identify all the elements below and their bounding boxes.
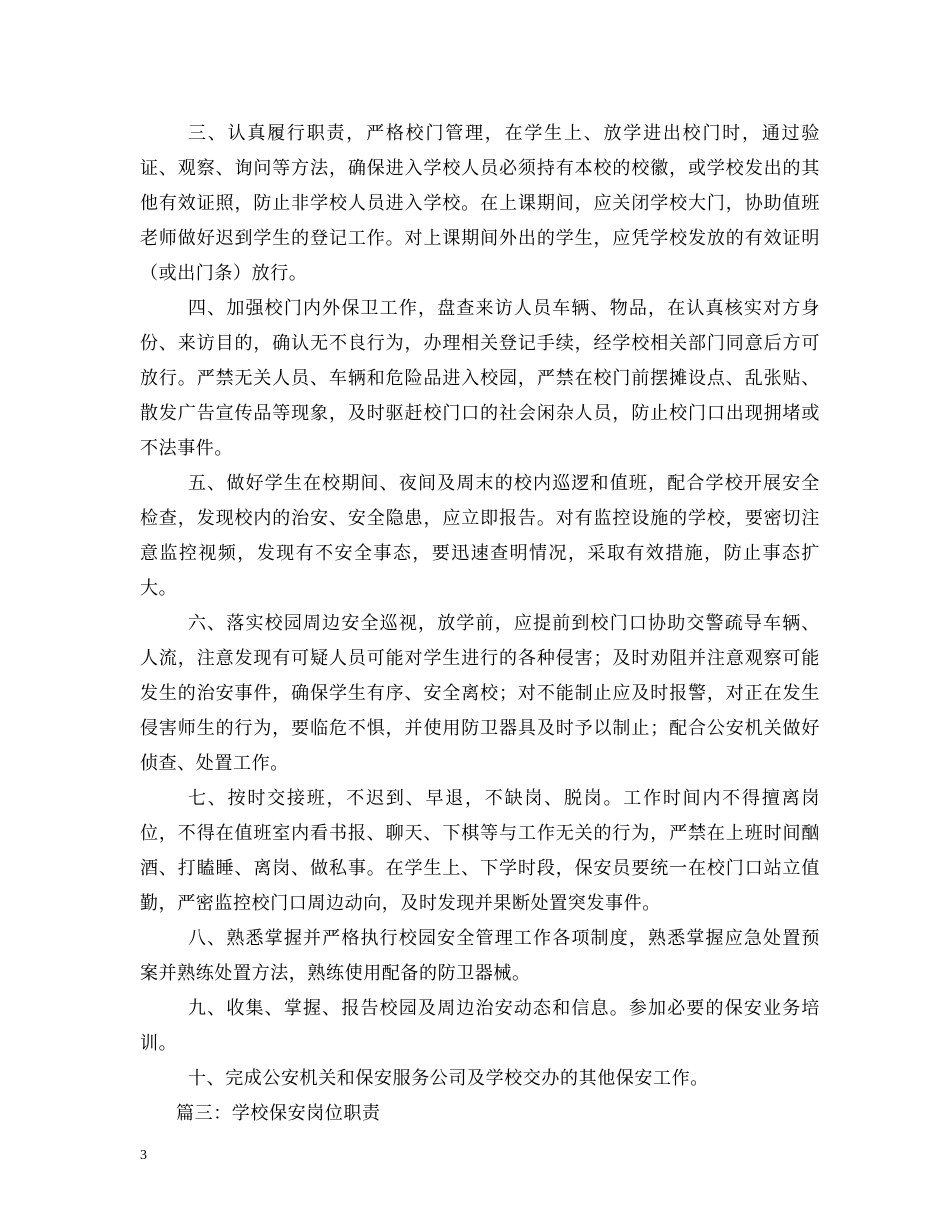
document-body xyxy=(140,116,820,1131)
paragraph-three: 三、认真履行职责，严格校门管理，在学生上、放学进出校门时，通过验证、观察、询问等方法，确保进入学校人员必须持有本校的校徽，或学校发出的其他有效证照，防止非学校人员进入学校。在上课期间，应关闭学校大门，协助值班老师做好迟到学生的登记工作。对上课期间外出的学生，应凭学校发放的有效证明（或出门条）放行。 xyxy=(140,123,820,284)
paragraph-ten: 十、完成公安机关和保安服务公司及学校交办的其他保安工作。 xyxy=(188,1068,709,1089)
paragraph-six: 六、落实校园周边安全巡视，放学前，应提前到校门口协助交警疏导车辆、人流，注意发现有可疑人员可能对学生进行的各种侵害；及时劝阻并注意观察可能发生的治安事件，确保学生有序、安全离校；对不能制止应及时报警，对正在发生侵害师生的行为，要临危不惧，并使用防卫器具及时予以制止；配合公安机关做好侦查、处置工作。 xyxy=(140,613,820,774)
paragraph-four: 四、加强校门内外保卫工作，盘查来访人员车辆、物品，在认真核实对方身份、来访目的，确认无不良行为，办理相关登记手续，经学校相关部门同意后方可放行。严禁无关人员、车辆和危险品进入校园，严禁在校门前摆摊设点、乱张贴、散发广告宣传品等现象，及时驱赶校门口的社会闲杂人员，防止校门口出现拥堵或不法事件。 xyxy=(140,298,820,459)
paragraph-nine: 九、收集、掌握、报告校园及周边治安动态和信息。参加必要的保安业务培训。 xyxy=(140,998,820,1054)
paragraph-eight: 八、熟悉掌握并严格执行校园安全管理工作各项制度，熟悉掌握应急处置预案并熟练处置方法，熟练使用配备的防卫器械。 xyxy=(140,928,820,984)
page-number: 3 xyxy=(140,1148,147,1163)
paragraph-seven: 七、按时交接班，不迟到、早退，不缺岗、脱岗。工作时间内不得擅离岗位，不得在值班室内看书报、聊天、下棋等与工作无关的行为，严禁在上班时间酗酒、打瞌睡、离岗、做私事。在学生上、下学时段，保安员要统一在校门口站立值勤，严密监控校门口周边动向，及时发现并果断处置突发事件。 xyxy=(140,788,820,914)
paragraph-five: 五、做好学生在校期间、夜间及周末的校内巡逻和值班，配合学校开展安全检查，发现校内的治安、安全隐患，应立即报告。对有监控设施的学校，要密切注意监控视频，发现有不安全事态，要迅速查明情况，采取有效措施，防止事态扩大。 xyxy=(140,473,820,599)
section-heading: 篇三：学校保安岗位职责 xyxy=(176,1103,381,1124)
